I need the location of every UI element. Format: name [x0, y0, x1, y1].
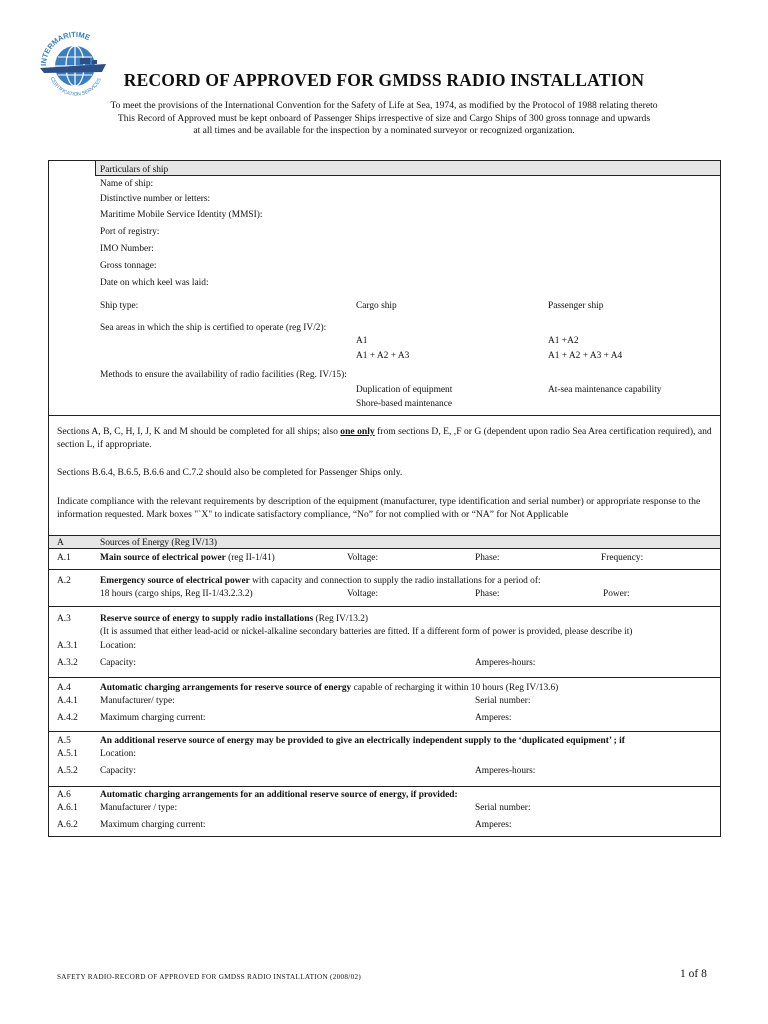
ship-type-cargo: Cargo ship: [356, 301, 397, 311]
a3-code: A.3: [57, 614, 71, 624]
particulars-header: Particulars of ship: [100, 165, 169, 175]
a2-title: Emergency source of electrical power with capacity and connection to supply the radio installations for a period of:: [100, 576, 541, 586]
a4-title: Automatic charging arrangements for reserve source of energy capable of recharging it within 10 hours (Reg IV/13.6): [100, 683, 559, 693]
field-imo-number: IMO Number:: [100, 244, 154, 254]
sea-areas-label: Sea areas in which the ship is certified to operate (reg IV/2):: [100, 323, 327, 333]
a2-period: 18 hours (cargo ships, Reg II-1/43.2.3.2): [100, 589, 253, 599]
a1-code: A.1: [57, 553, 71, 563]
a2-power: Power:: [603, 589, 630, 599]
field-port-of-registry: Port of registry:: [100, 227, 160, 237]
a6-1-code: A.6.1: [57, 803, 78, 813]
page-number: 1 of 8: [680, 968, 707, 980]
document-title: RECORD OF APPROVED FOR GMDSS RADIO INSTALLATION: [123, 70, 645, 90]
a1-frequency: Frequency:: [601, 553, 644, 563]
sea-area-a1a2: A1 +A2: [548, 336, 579, 346]
a5-title: An additional reserve source of energy may be provided to give an electrically independent supply to the ‘duplicated equipment’ ; if: [100, 736, 625, 746]
method-duplication: Duplication of equipment: [356, 385, 453, 395]
a2-voltage: Voltage:: [347, 589, 379, 599]
globe-with-ship-logo-icon: [36, 26, 114, 104]
rule-after-methods: [48, 415, 721, 416]
a6-2-code: A.6.2: [57, 820, 78, 830]
a4-max-current: Maximum charging current:: [100, 713, 206, 723]
a1-title: Main source of electrical power (reg II-1/41): [100, 553, 275, 563]
a1-voltage: Voltage:: [347, 553, 379, 563]
field-keel-date: Date on which keel was laid:: [100, 278, 209, 288]
table-border-left: [48, 160, 49, 837]
a4-1-code: A.4.1: [57, 696, 78, 706]
a4-manufacturer: Manufacturer/ type:: [100, 696, 175, 706]
a6-max-current: Maximum charging current:: [100, 820, 206, 830]
a2-code: A.2: [57, 576, 71, 586]
ship-type-label: Ship type:: [100, 301, 139, 311]
field-mmsi: Maritime Mobile Service Identity (MMSI):: [100, 210, 263, 220]
a6-serial: Serial number:: [475, 803, 531, 813]
a2-phase: Phase:: [475, 589, 500, 599]
a4-serial: Serial number:: [475, 696, 531, 706]
section-a-code: A: [57, 538, 64, 548]
compliance-note: Indicate compliance with the relevant requirements by description of the equipment (manufacturer, type identification and serial number) or appropriate response to the information requested. Mark boxes "`X" to indicate satisfactory compliance, “No” for not complied with or “NA” for Not Applicable: [57, 496, 701, 520]
intro-line-3: at all times and be available for the inspection by a nominated surveyor or recognized organization.: [193, 125, 575, 136]
a5-capacity: Capacity:: [100, 766, 136, 776]
rule-after-a2: [48, 606, 721, 607]
method-at-sea: At-sea maintenance capability: [548, 385, 662, 395]
particulars-header-rule: [95, 175, 721, 176]
ship-type-passenger: Passenger ship: [548, 301, 604, 311]
a6-manufacturer: Manufacturer / type:: [100, 803, 178, 813]
a4-amperes: Amperes:: [475, 713, 512, 723]
a3-2-code: A.3.2: [57, 658, 78, 668]
a5-location: Location:: [100, 749, 136, 759]
a3-1-code: A.3.1: [57, 641, 78, 651]
a6-code: A.6: [57, 790, 71, 800]
intro-line-1: To meet the provisions of the International Convention for the Safety of Life at Sea, 1974, as modified by the Protocol of 1988 relating thereto: [110, 100, 658, 111]
section-a-title: Sources of Energy (Reg IV/13): [100, 538, 217, 548]
a1-phase: Phase:: [475, 553, 500, 563]
particulars-header-shade: [95, 161, 720, 175]
a3-capacity: Capacity:: [100, 658, 136, 668]
section-a-header-rule: [48, 548, 721, 549]
a3-title: Reserve source of energy to supply radio installations (Reg IV/13.2): [100, 614, 369, 624]
a5-1-code: A.5.1: [57, 749, 78, 759]
footer-document-title: SAFETY RADIO-RECORD OF APPROVED FOR GMDSS RADIO INSTALLATION (2008/02): [57, 973, 362, 981]
a5-2-code: A.5.2: [57, 766, 78, 776]
rule-after-a5: [48, 786, 721, 787]
a3-ampere-hours: Amperes-hours:: [475, 658, 536, 668]
sea-area-a1a2a3: A1 + A2 + A3: [356, 351, 410, 361]
a4-2-code: A.4.2: [57, 713, 78, 723]
field-ship-name: Name of ship:: [100, 179, 154, 189]
a6-title: Automatic charging arrangements for an additional reserve source of energy, if provided:: [100, 790, 458, 800]
particulars-header-divider: [95, 160, 96, 175]
table-border-bottom: [48, 836, 721, 837]
rule-after-a1: [48, 569, 721, 570]
rule-after-a4: [48, 731, 721, 732]
a6-amperes: Amperes:: [475, 820, 512, 830]
a3-note: (It is assumed that either lead-acid or nickel-alkaline secondary batteries are fitted. If a different form of power is provided, please describe it): [100, 627, 633, 637]
table-border-right: [720, 160, 721, 837]
sections-note: Sections A, B, C, H, I, J, K and M should be completed for all ships; also one only from sections D, E, ,F or G (dependent upon radio Sea Area certification required), and section L, if appropriate.: [57, 426, 712, 450]
svg-text:INTERMARITIME: INTERMARITIME: [38, 29, 92, 67]
intro-line-2: This Record of Approved must be kept onboard of Passenger Ships irrespective of size and Cargo Ships of 300 gross tonnage and upwards: [117, 113, 651, 124]
rule-after-a3: [48, 677, 721, 678]
a5-ampere-hours: Amperes-hours:: [475, 766, 536, 776]
svg-text:CERTIFICATION SERVICES: CERTIFICATION SERVICES: [48, 76, 103, 98]
a4-code: A.4: [57, 683, 71, 693]
methods-label: Methods to ensure the availability of radio facilities (Reg. IV/15):: [100, 370, 347, 380]
sea-area-a1a2a3a4: A1 + A2 + A3 + A4: [548, 351, 623, 361]
passenger-note: Sections B.6.4, B.6.5, B.6.6 and C.7.2 should also be completed for Passenger Ships only.: [57, 467, 403, 478]
sea-area-a1: A1: [356, 336, 368, 346]
field-gross-tonnage: Gross tonnage:: [100, 261, 157, 271]
a3-location: Location:: [100, 641, 136, 651]
field-distinctive-number: Distinctive number or letters:: [100, 194, 211, 204]
a5-code: A.5: [57, 736, 71, 746]
company-logo: [36, 26, 114, 104]
method-shore-based: Shore-based maintenance: [356, 399, 453, 409]
